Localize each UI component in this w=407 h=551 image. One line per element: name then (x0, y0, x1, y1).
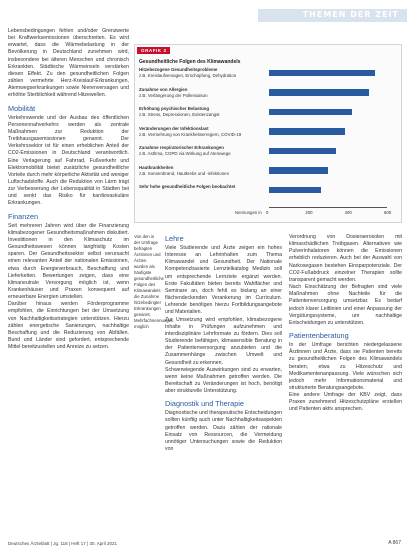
section-header-label: THEMEN DER ZEIT (302, 10, 399, 19)
figure-caption: Von den in der Umfrage befragten Ärztinnen und Ärzten wurden als häufigste gesundheitliche Folgen des Klimawandels die Zunahme hitzebedingter Erkrankungen genannt; Mehrfachnennungen möglich (134, 234, 174, 329)
category-sublabel: z.B. Kreislaufversagen, Erschöpfung, Dehydration (139, 73, 237, 78)
x-axis-line (269, 207, 387, 208)
category-label: Zunahme von Allergien (139, 86, 188, 92)
chart-bar (269, 148, 336, 155)
category-label: Sehr hohe gesundheitliche Folgen beobachtet (139, 184, 236, 189)
category-sublabel: z.B. Sonnenbrand, Hautkrebs und -infektionen (139, 170, 230, 176)
paragraph: Verkehrswende und der Ausbau des öffentlichen Personennahverkehrs werden als zentrale Maßnahmen zur Reduktion der Treibhausgasemissionen genannt. Der Verkehrssektor ist für einen erheblichen Anteil der CO2-Emissionen in Deutschland verantwortlich. Eine Verlagerung auf Fahrrad, Fußverkehr und Elektromobilität bietet zusätzliche gesundheitliche Vorteile durch mehr körperliche Aktivität und weniger Luftschadstoffe. Auch die Reduktion von Lärm trägt zur Verbesserung der Lebensqualität in Städten bei und senkt das Risiko für kardiovaskuläre Erkrankungen. (8, 114, 129, 207)
section-heading: Diagnostik und Therapie (165, 399, 244, 409)
category-label: Erhöhung psychischer Belastung (139, 106, 210, 111)
category-label: Zunahme respiratorischer Erkrankungen (139, 145, 224, 150)
x-tick-label: 400 (344, 209, 352, 215)
section-heading: Mobilität (8, 103, 36, 113)
chart-bar (269, 187, 321, 194)
section-heading: Finanzen (8, 211, 39, 221)
journal-footer: Deutsches Ärzteblatt | Jg. 118 | Heft 17 | 30. April 2021 (8, 541, 117, 546)
chart-bar (269, 128, 345, 135)
paragraph: Verordnung von Dosieraerosolen mit klimaschädlichen Treibgasen. Alternativen wie Pulverinhalatoren können die Emissionen erheblich reduzieren. Auch bei der Auswahl von Narkosegasen bestehen Einsparpotenziale. Der CO2-Fußabdruck einzelner Therapien sollte transparent gemacht werden. (289, 234, 402, 283)
category-sublabel: z.B. Verlängerung der Pollensaison (139, 92, 208, 98)
paragraph: In der Umfrage berichten niedergelassene Ärztinnen und Ärzte, dass sie Patienten bereits zu gesundheitlichen Folgen des Klimawandels beraten, etwa zu Hitzeschutz und Medikamentenanpassung. Viele wünschen sich jedoch mehr Informationsmaterial und strukturierte Beratungsangebote. (289, 342, 402, 391)
figure-title: Gesundheitliche Folgen des Klimawandels (139, 59, 241, 65)
paragraph: Nach Einschätzung der Befragten sind viele Maßnahmen ohne Nachteile für die Patientenversorgung umsetzbar. Es bedarf jedoch klarer Leitlinien und einer Anpassung der Vergütungssysteme, um nachhaltige Entscheidungen zu unterstützen. (289, 284, 402, 326)
section-heading: Lehre (165, 234, 184, 243)
paragraph: Schwerwiegende Auswirkungen sind zu erwarten, wenn keine Maßnahmen getroffen werden. Die Bereitschaft zu Veränderungen ist hoch, benötigt aber strukturelle Unterstützung. (165, 366, 282, 395)
x-tick-label: 0 (266, 209, 269, 215)
category-label: Hautkrankheiten (139, 164, 174, 170)
x-tick-label: 600 (384, 209, 392, 215)
category-sublabel: z.B. Asthma, COPD via Wirkung auf Atemwege (139, 151, 231, 156)
paragraph: Eine andere Umfrage der KBV zeigt, dass Praxen zunehmend Hitzeschutzpläne erstellen und Patienten aktiv ansprechen. (289, 392, 402, 413)
section-header-bar (258, 9, 407, 22)
chart-bar (269, 89, 369, 96)
category-label: Hitzebezogene Gesundheitsprobleme (139, 67, 218, 72)
category-label: Veränderungen der Infektionslast (139, 125, 209, 131)
page-number: A 867 (388, 540, 401, 546)
right-column (289, 234, 402, 541)
paragraph: Darüber hinaus werden Förderprogramme empfohlen, die Einrichtungen bei der Umsetzung von Nachhaltigkeitsstrategien unterstützen. Hierzu zählen energetische Sanierungen, nachhaltige Beschaffung und die Reduzierung von Abfällen. Bund und Länder sind gefordert, entsprechende Mittel bereitzustellen und Anreize zu setzen. (8, 301, 129, 351)
paragraph: Lebensbedingungen fehlen und/oder Grenzwerte bei Kraftwerksemissionen überschreiten. Es wird erwartet, dass die Wärmebelastung in der Bevölkerung in Deutschland zunehmen wird, insbesondere bei älteren Menschen und chronisch Erkrankten. Städtische Wärmeinseln verstärken diesen Effekt. Zu den gesundheitlichen Folgen zählen vermehrte Herz-Kreislauf-Erkrankungen, Atemwegserkrankungen sowie Nierenversagen und erhöhte Sterblichkeit während Hitzewellen. (8, 28, 129, 99)
chart-bar (269, 167, 328, 174)
chart-bar (269, 70, 375, 77)
paragraph: Zur Umsetzung wird empfohlen, klimabezogene Inhalte in Prüfungen aufzunehmen und interdisziplinäre Lehrformate zu fördern. Dies soll Studierende befähigen, klimasensible Beratung in der Patientenversorgung anzubieten und die Zusammenhänge zwischen Umwelt und Gesundheit zu erkennen. (165, 316, 282, 366)
left-column (8, 28, 129, 543)
chart-bar (269, 109, 352, 116)
figure-chart (134, 44, 402, 223)
middle-column (165, 234, 282, 541)
figure-tag: GRAFIK 3 (137, 47, 170, 54)
x-axis-label: Nennungen in (235, 209, 262, 215)
x-tick-label: 200 (305, 209, 313, 215)
paragraph: Seit mehreren Jahren wird über die Finanzierung klimabezogener Gesundheitsmaßnahmen diskutiert. Investitionen in den Klimaschutz im Gesundheitswesen können langfristig Kosten sparen. Der Gesundheitssektor selbst verursacht einen relevanten Anteil der nationalen Emissionen, etwa durch Energieverbrauch, Beschaffung und Lieferketten. Bewertungen zeigen, dass eine klimaneutrale Versorgung möglich ist, wenn Krankenhäuser und Praxen konsequent auf erneuerbare Energien umstellen. (8, 222, 129, 301)
category-sublabel: z.B. Stress, Depressionen, Existenzangst (139, 112, 220, 117)
category-sublabel: z.B. Vermehrung von Krankheitserregern, COVID-19 (139, 131, 242, 137)
paragraph: Viele Studierende und Ärzte zeigen ein hohes Interesse an Lehrinhalten zum Thema Klimawandel und Gesundheit. Der Nationale Kompetenzbasierte Lernzielkatalog Medizin soll um entsprechende Lernziele ergänzt werden. Erste Fakultäten bieten bereits Wahlfächer und Seminare an, doch fehlt es bislang an einer flächendeckenden Verankerung im Curriculum. Lehrende benötigen hierzu Fortbildungsangebote und Materialien. (165, 245, 282, 316)
section-heading: Patientenberatung (289, 331, 349, 341)
paragraph: Diagnostische und therapeutische Entscheidungen sollten künftig auch unter Nachhaltigkeitsaspekten getroffen werden. Dazu zählen der rationale Einsatz von Ressourcen, die Vermeidung unnötiger Untersuchungen sowie die Reduktion von (165, 410, 282, 453)
